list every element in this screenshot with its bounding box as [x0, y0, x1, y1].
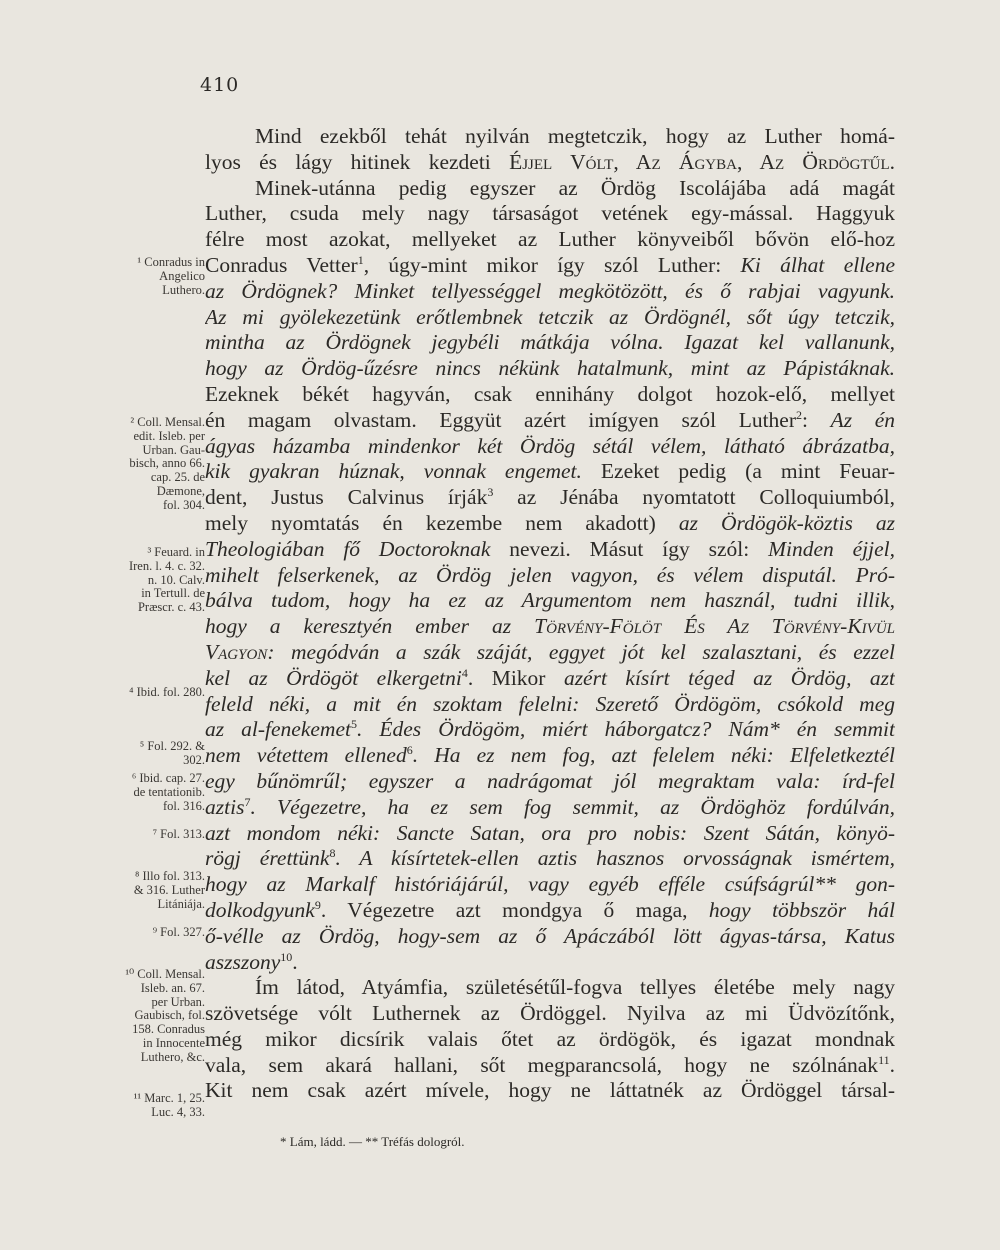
marginal-note: ¹⁰ Coll. Mensal. Isleb. an. 67. per Urban. Gaubisch, fol. 158. Conradus in Innocente Luthero, &c. [125, 967, 205, 1064]
page-number: 410 [200, 74, 240, 96]
text-line [205, 1001, 895, 1027]
text-run: ágyas házamba mindenkor két Ördög sétál vélem, látható ábrázatba, [205, 433, 895, 458]
text-run: Éjjel Vólt, Az Ágyba, Az Ördögtűl [509, 149, 890, 174]
text-run: Minden éjjel, [768, 536, 895, 561]
text-run: kel az Ördögöt elkergetni [205, 665, 462, 690]
text-line [205, 253, 895, 279]
text-run: Mind ezekből tehát nyilván megtetczik, hogy az Luther homá- [255, 124, 895, 148]
text-run: . Édes Ördögöm, miért háborgatcz? Nám* én semmit [356, 717, 895, 742]
text-run: Minek-utánna pedig egyszer az Ördög Iscolájába adá magát [255, 175, 895, 200]
text-run: Az mi gyölekezetünk erőtlembnek tetczik az Ördögnél, sőt úgy tetczik, [205, 304, 895, 329]
text-run: kik gyakran húznak, vonnak engemet. [205, 459, 582, 484]
text-line [205, 821, 895, 847]
text-run: feleld néki, a mit én szoktam felelni: Szerető Ördögöm, csókold meg [205, 691, 895, 716]
text-line [205, 150, 895, 176]
text-line [205, 872, 895, 898]
text-run: azt mondom néki: Sancte Satan, ora pro nobis: Szent Sátán, könyö- [205, 820, 895, 845]
text-line [205, 434, 895, 460]
text-run: rögj érettünk [205, 846, 330, 871]
text-line [205, 1078, 895, 1104]
text-line [205, 795, 895, 821]
text-line [205, 769, 895, 795]
text-run: hogy többször hál [708, 897, 895, 922]
text-run: az Ördögnek? Minket tellyességgel megkötözött, és ő rabjai vagyunk. [205, 278, 895, 303]
footnote-ref: 1 [357, 252, 364, 267]
text-line [205, 666, 895, 692]
text-run: aszszony [205, 949, 281, 974]
text-run: ő-vélle az Ördög, hogy-sem az ő Apáczából lött ágyas-társa, Katus [205, 923, 895, 948]
text-run: bálva tudom, hogy ha ez az Argumentom nem használ, tudni illik, [205, 588, 895, 613]
marginal-note: ¹ Conradus in Angelico Luthero. [137, 255, 205, 297]
text-line [205, 898, 895, 924]
text-line [205, 692, 895, 718]
text-line [205, 201, 895, 227]
text-line [205, 975, 895, 1001]
text-line [205, 485, 895, 511]
text-run: . Végezetre azt mondgya ő maga, [320, 897, 709, 922]
text-run: . [292, 949, 298, 974]
text-line [205, 924, 895, 950]
text-run: lyos és lágy hitinek kezdeti [205, 149, 510, 174]
marginal-note: ⁴ Ibid. fol. 280. [129, 685, 205, 699]
text-line [205, 588, 895, 614]
footnote-ref: 6 [406, 743, 413, 757]
footnote-ref: 7 [244, 794, 251, 809]
text-line [205, 743, 895, 769]
text-run: dolkodgyunk [205, 897, 315, 922]
text-run: mihelt felserkenek, az Ördög jelen vagyon, és vélem disputál. Pró- [205, 562, 895, 587]
text-run: nevezi. Másut így szól: [490, 536, 769, 561]
text-line [205, 382, 895, 408]
text-run: . Ha ez nem fog, azt felelem néki: Elfeletkeztél [412, 743, 895, 768]
footnote-ref: 2 [796, 407, 803, 422]
footnote-ref: 5 [350, 717, 357, 732]
text-run: azért kísírt téged az Ördög, azt [563, 665, 895, 690]
text-run: hogy az Ördög-űzésre nincs nékünk hatalmunk, mint az Pápistáknak. [205, 356, 895, 381]
text-line [205, 537, 895, 563]
text-line [205, 1027, 895, 1053]
text-line [205, 511, 895, 537]
marginal-note: ⁵ Fol. 292. & 302. [139, 739, 205, 767]
text-run: vala, sem akará hallani, sőt megparancsolá, hogy ne szólnának [205, 1052, 879, 1077]
text-run: Luther, csuda mely nagy társaságot vetének egy-mással. Haggyuk [205, 201, 895, 226]
text-run: nem vétettem ellened [205, 743, 407, 768]
text-line [205, 176, 895, 202]
text-run: , úgy-mint mikor így szól Luther: [363, 252, 741, 277]
footnote-ref: 4 [461, 665, 468, 680]
text-line [205, 614, 895, 640]
text-line [205, 846, 895, 872]
text-line [205, 408, 895, 434]
marginal-note: ⁸ Illo fol. 313. & 316. Luther Litániája. [133, 869, 205, 911]
text-run: Törvény-Fölöt És Az Törvény-Kivül [534, 614, 895, 639]
text-run: aztis [205, 794, 245, 819]
text-run: : megódván a szák száját, eggyet jót kel szalasztani, és ezzel [267, 639, 895, 664]
text-run: : [802, 407, 831, 432]
text-line [205, 279, 895, 305]
text-run: dent, Justus Calvinus írják [205, 485, 488, 510]
text-line [205, 124, 895, 150]
text-run: hogy a keresztyén ember az [205, 614, 535, 639]
footnote-ref: 3 [487, 485, 494, 499]
footnote-ref: 9 [314, 897, 321, 912]
text-line [205, 459, 895, 485]
footnote: * Lám, ládd. — ** Tréfás dologról. [280, 1134, 465, 1149]
text-run: hogy az Markalf históriájárúl, vagy egyéb efféle csúfságrúl** gon- [205, 872, 895, 897]
text-run: . Mikor [467, 665, 564, 690]
body-text [205, 124, 895, 1104]
text-run: mintha az Ördögnek jegybéli mátkája vólna. Igazat kel vallanunk, [205, 330, 895, 355]
text-line [205, 640, 895, 666]
marginal-note: ¹¹ Marc. 1, 25. Luc. 4, 33. [133, 1091, 205, 1119]
footnote-ref: 11 [878, 1052, 890, 1067]
text-line [205, 356, 895, 382]
text-run: Vagyon [205, 639, 268, 664]
marginal-note: ⁷ Fol. 313. [152, 827, 205, 841]
footnote-ref: 8 [329, 846, 336, 861]
text-run: Az én [830, 407, 895, 432]
text-run: az Jénába nyomtatott Colloquiumból, [493, 485, 895, 510]
marginal-note: ² Coll. Mensal. edit. Isleb. per Urban. Gau- bisch, anno 66. cap. 25. de Dæmone, fol. 304. [129, 415, 205, 512]
text-line [205, 950, 895, 976]
text-line [205, 1053, 895, 1079]
text-line [205, 227, 895, 253]
text-run: az Ördögök-köztis az [678, 510, 895, 535]
text-run: félre most azokat, mellyeket az Luther könyveiből bővön elő-hoz [205, 227, 895, 252]
text-run: én magam olvastam. Eggyüt azért imígyen szól Luther [205, 407, 797, 432]
text-run: Ezeknek békét hagyván, csak ennihány dolgot hozok-elő, mellyet [205, 381, 895, 406]
text-run: az al-fenekemet [205, 717, 351, 742]
text-run: Conradus Vetter [205, 252, 358, 277]
text-run: Kit nem csak azért mívele, hogy ne láttatnék az Ördöggel társal- [205, 1078, 895, 1103]
text-run: Ezeket pedig (a mint Feuar- [581, 459, 895, 484]
marginal-note: ³ Feuard. in Iren. l. 4. c. 32. n. 10. Calv. in Tertull. de Præscr. c. 43. [128, 545, 205, 615]
text-line [205, 330, 895, 356]
text-run: Ki álhat ellene [740, 252, 895, 277]
text-run: . Végezetre, ha ez sem fog semmit, az Ördöghöz fordúlván, [250, 794, 895, 819]
text-run: . A kísírtetek-ellen aztis hasznos orvosságnak ismértem, [335, 846, 895, 871]
text-run: szövetsége vólt Luthernek az Ördöggel. Nyilva az mi Üdvözítőnk, [205, 1001, 895, 1026]
text-line [205, 563, 895, 589]
text-line [205, 305, 895, 331]
footnote-ref: 10 [280, 949, 293, 964]
text-run: . [889, 1052, 895, 1077]
text-run: egy bűnömrűl; egyszer a nadrágomat jól megraktam vala: írd-fel [205, 768, 895, 793]
marginal-note: ⁶ Ibid. cap. 27. de tentationib. fol. 316. [131, 771, 205, 813]
text-run: még mikor dicsírik valais őtet az ördögök, és igazat mondnak [205, 1026, 895, 1051]
marginal-note: ⁹ Fol. 327. [152, 925, 205, 939]
text-run: mely nyomtatás én kezembe nem akadott) [205, 510, 679, 535]
text-run: . [889, 149, 895, 174]
text-run: Ím látod, Atyámfia, születésétűl-fogva tellyes életébe mely nagy [255, 975, 895, 1000]
text-run: Theologiában fő Doctoroknak [205, 536, 491, 561]
text-line [205, 717, 895, 743]
